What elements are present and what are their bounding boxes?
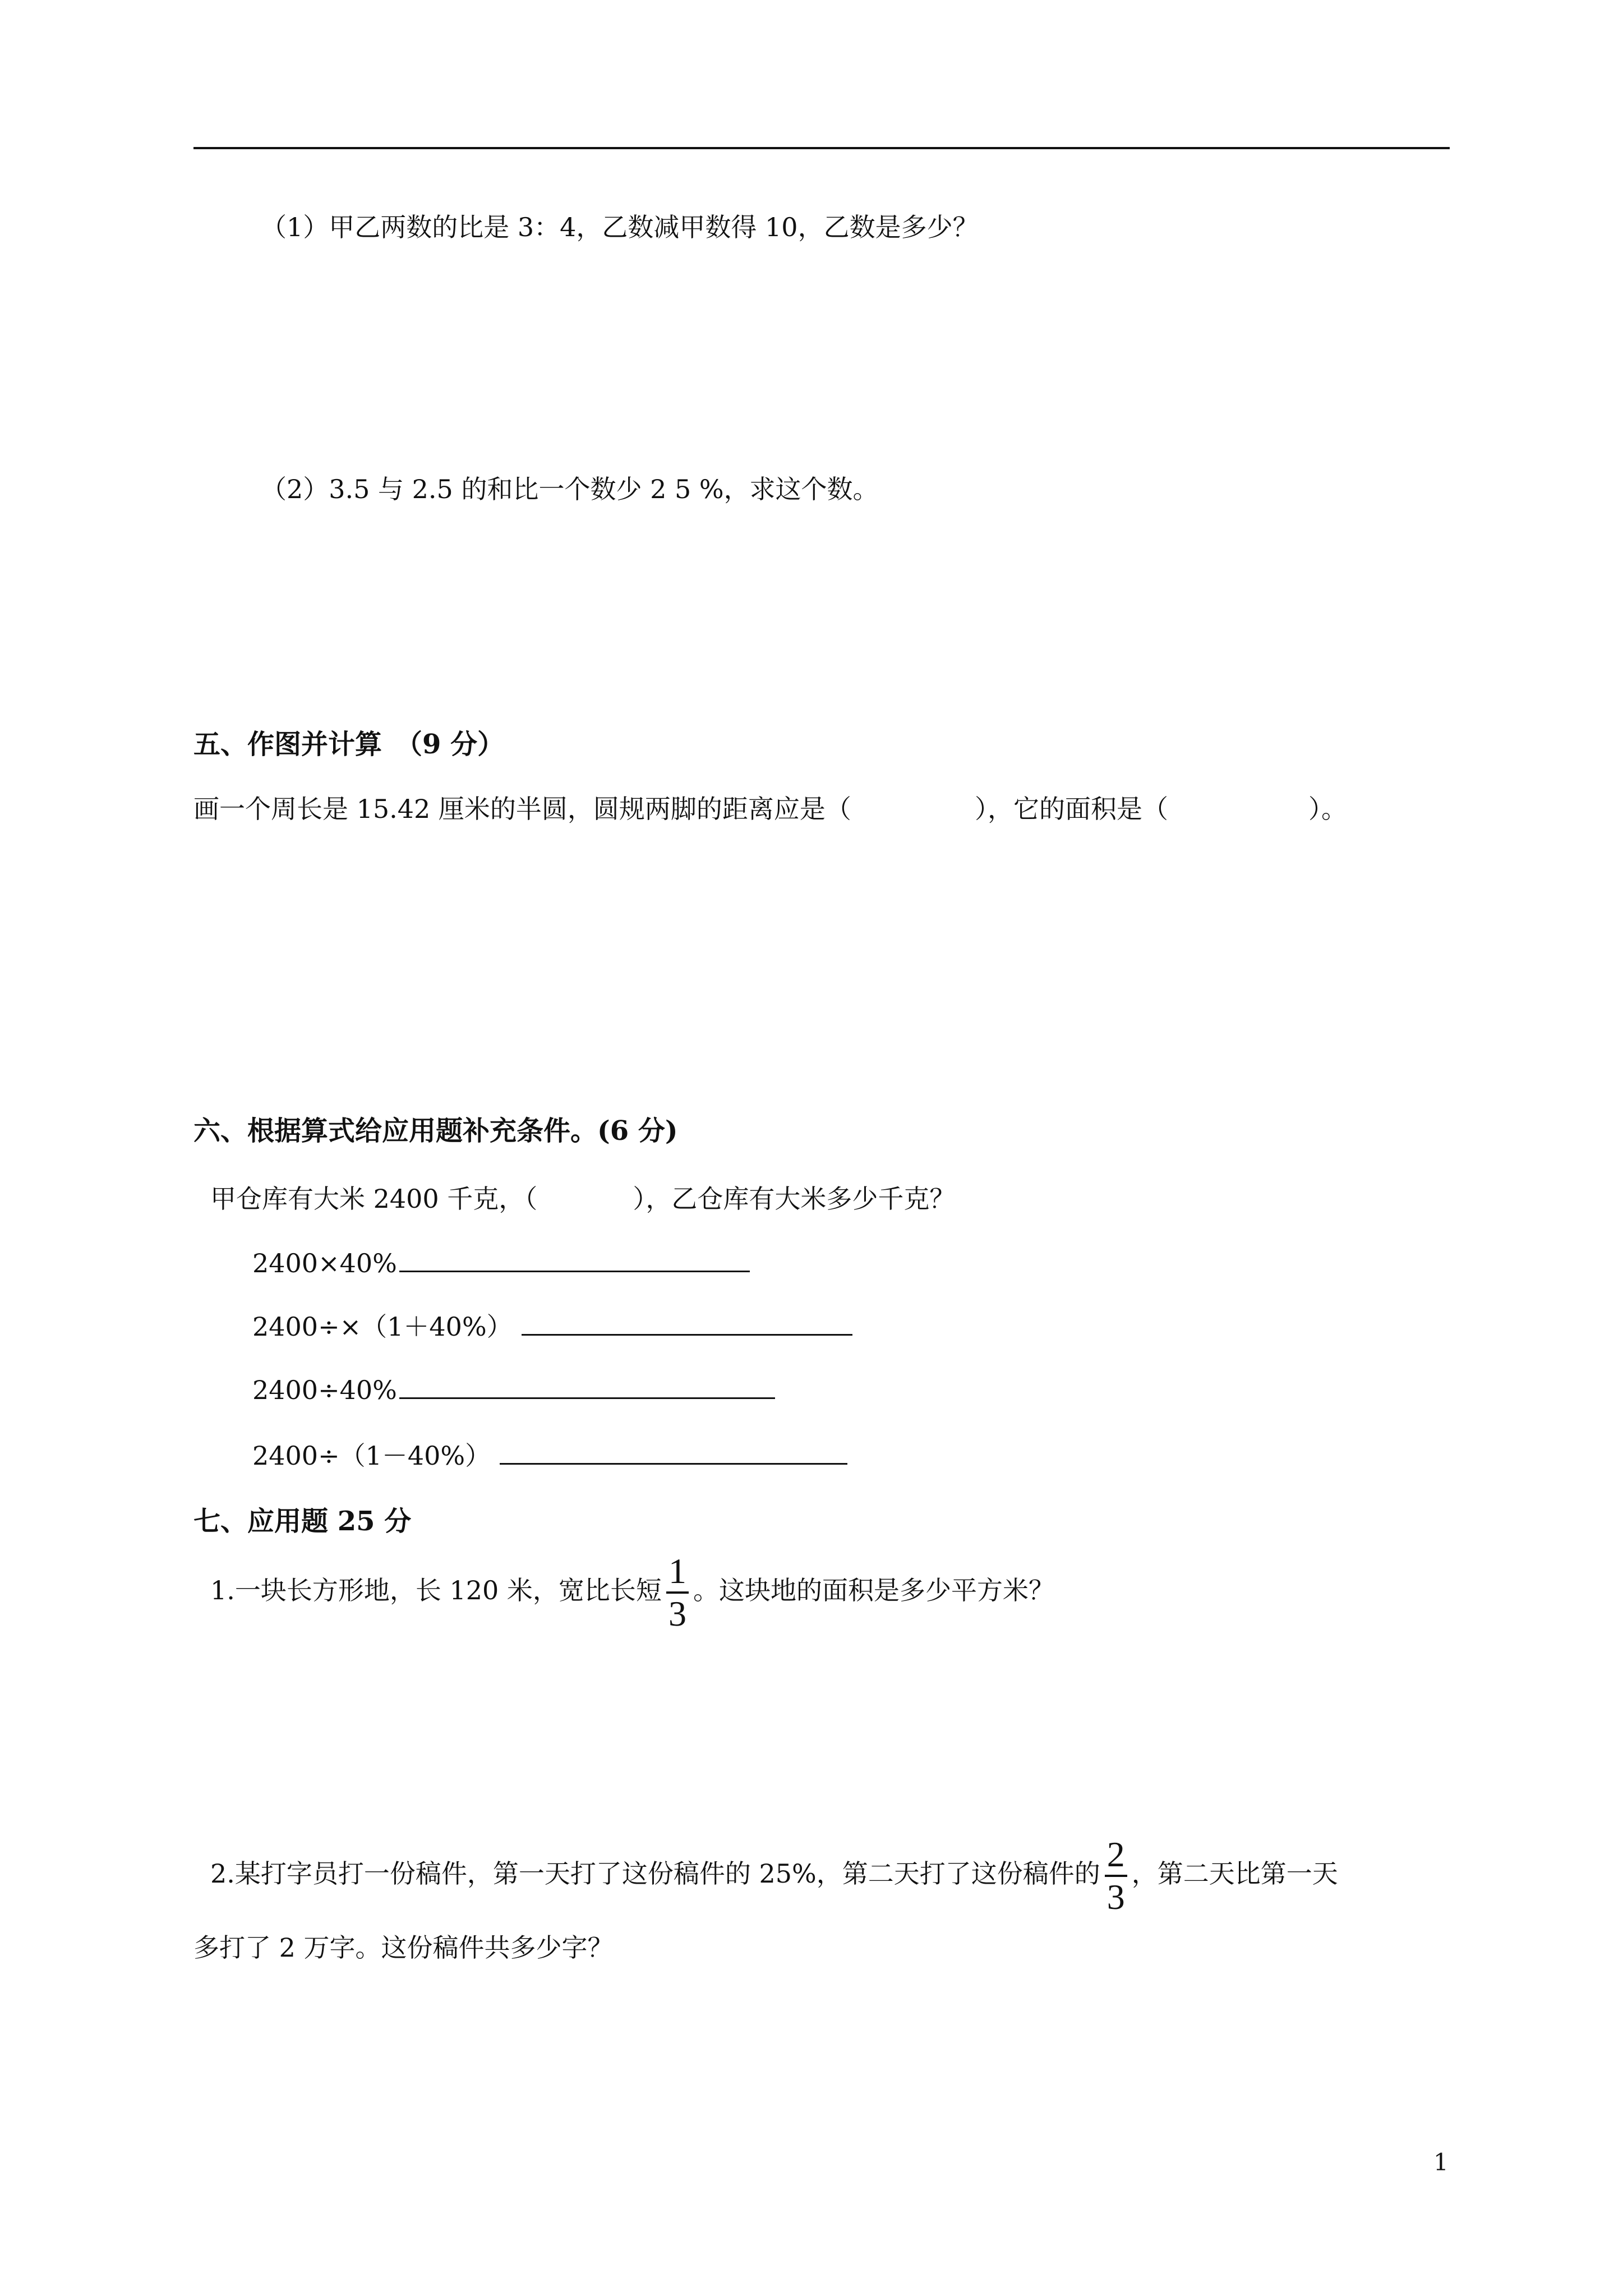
formula-1: 2400×40% — [252, 1248, 397, 1278]
fraction-two-thirds — [1105, 1834, 1127, 1917]
formula-row-2 — [252, 1310, 852, 1343]
answer-line-3[interactable] — [399, 1374, 775, 1399]
section-5-question-part3: ）。 — [1308, 794, 1347, 824]
section-5-heading: 五、作图并计算 （9 分） — [193, 729, 505, 760]
question-1-part1: 1.一块长方形地，长 120 米，宽比长短 — [210, 1575, 662, 1605]
fraction-denominator: 3 — [1106, 1877, 1125, 1917]
question-2-part2: ，第二天比第一天 — [1131, 1858, 1338, 1889]
section-7-heading: 七、应用题 25 分 — [193, 1506, 412, 1537]
section-7-question-2-line-2: 多打了 2 万字。这份稿件共多少字？ — [193, 1932, 614, 1963]
fraction-numerator: 1 — [668, 1551, 686, 1591]
formula-2: 2400÷×（1＋40%） — [252, 1312, 513, 1342]
question-2-part1: 2.某打字员打一份稿件，第一天打了这份稿件的 25%，第二天打了这份稿件的 — [210, 1858, 1100, 1889]
fraction-denominator: 3 — [668, 1594, 686, 1634]
header-rule — [193, 147, 1450, 149]
section-6-question — [210, 1182, 955, 1216]
page-number: 1 — [1433, 2148, 1449, 2176]
formula-row-1 — [252, 1246, 750, 1280]
fraction-numerator: 2 — [1106, 1834, 1125, 1874]
section-7-question-2 — [210, 1832, 1338, 1916]
section-5-question-part2: ），它的面积是（ — [974, 794, 1168, 824]
answer-line-1[interactable] — [399, 1247, 750, 1272]
fraction-one-third — [666, 1553, 689, 1632]
section-5-question — [193, 792, 1347, 826]
problem-4-1: （1）甲乙两数的比是 3：4，乙数减甲数得 10，乙数是多少？ — [261, 212, 979, 242]
answer-line-2[interactable] — [522, 1310, 852, 1336]
section-6-question-part2: ），乙仓库有大米多少千克？ — [633, 1184, 956, 1214]
question-1-part2: 。这块地的面积是多少平方米？ — [693, 1575, 1054, 1605]
section-5-question-part1: 画一个周长是 15.42 厘米的半圆，圆规两脚的距离应是（ — [193, 794, 851, 824]
section-6-question-part1: 甲仓库有大米 2400 千克，（ — [210, 1184, 538, 1214]
problem-4-2: （2）3.5 与 2.5 的和比一个数少 2 5 %，求这个数。 — [261, 474, 879, 504]
answer-line-4[interactable] — [500, 1439, 847, 1465]
section-6-heading: 六、根据算式给应用题补充条件。(6 分) — [193, 1115, 678, 1147]
formula-3: 2400÷40% — [252, 1375, 397, 1405]
section-7-question-1 — [210, 1548, 1054, 1632]
formula-row-4 — [252, 1439, 847, 1473]
formula-row-3 — [252, 1373, 775, 1407]
formula-4: 2400÷（1－40%） — [252, 1441, 491, 1471]
